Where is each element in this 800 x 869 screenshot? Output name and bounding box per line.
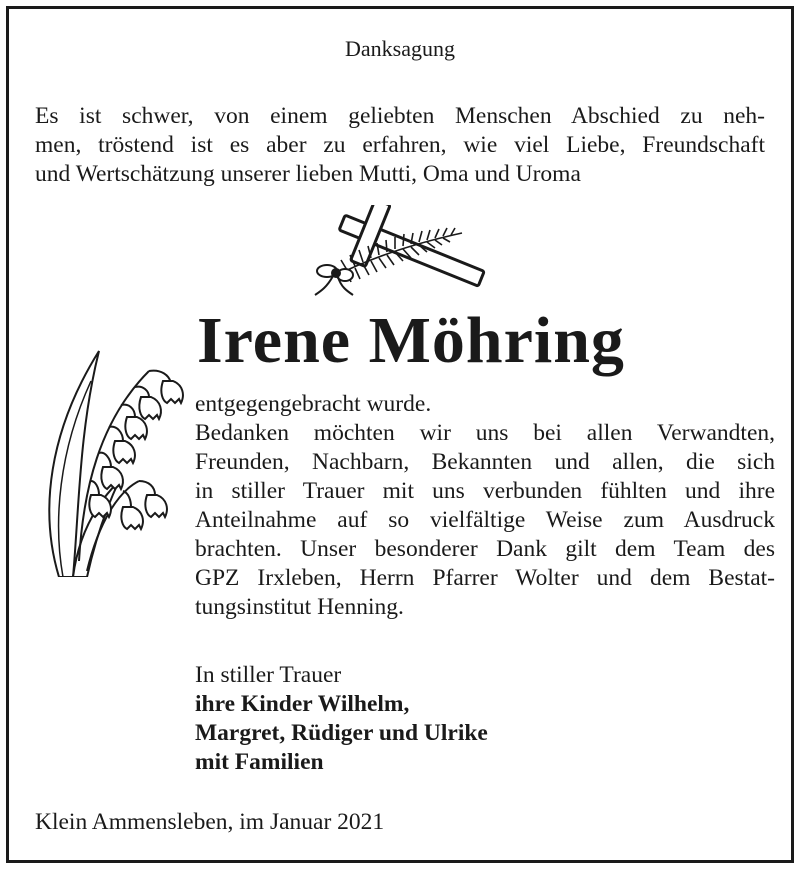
body-text xyxy=(195,390,775,622)
body-line: GPZ Irxleben, Herrn Pfarrer Wolter und dem Bestat- xyxy=(195,565,775,591)
intro-line: men, tröstend ist es aber zu erfahren, wie viel Liebe, Freundschaft xyxy=(35,132,765,158)
heading: Danksagung xyxy=(345,36,455,61)
intro-line: Es ist schwer, von einem geliebten Menschen Abschied zu neh- xyxy=(35,103,765,129)
body-line: Bedanken möchten wir uns bei allen Verwandten, xyxy=(195,420,775,446)
body-line: tungsinstitut Henning. xyxy=(195,594,404,620)
deceased-name: Irene Möhring xyxy=(197,304,625,377)
intro-line: und Wertschätzung unserer lieben Mutti, Oma und Uroma xyxy=(35,161,581,187)
body-line: Anteilnahme auf so vielfältige Weise zum Ausdruck xyxy=(195,507,775,533)
place-date: Klein Ammensleben, im Januar 2021 xyxy=(35,809,385,835)
body-line: brachten. Unser besonderer Dank gilt dem Team des xyxy=(195,536,775,562)
body-line: entgegengebracht wurde. xyxy=(195,391,432,417)
lily-of-the-valley-icon xyxy=(39,341,189,577)
body-line: Freunden, Nachbarn, Bekannten und allen, die sich xyxy=(195,449,775,475)
family-line: ihre Kinder Wilhelm, xyxy=(195,691,410,717)
body-line: in stiller Trauer mit uns verbunden fühlten und ihre xyxy=(195,478,775,504)
closing-signature xyxy=(195,661,488,777)
family-line: mit Familien xyxy=(195,749,324,775)
intro-text xyxy=(35,102,765,189)
obituary-frame xyxy=(6,6,794,863)
cross-with-palm-branch-icon xyxy=(307,205,487,300)
family-line: Margret, Rüdiger und Ulrike xyxy=(195,720,488,746)
closing-intro: In stiller Trauer xyxy=(195,662,342,688)
